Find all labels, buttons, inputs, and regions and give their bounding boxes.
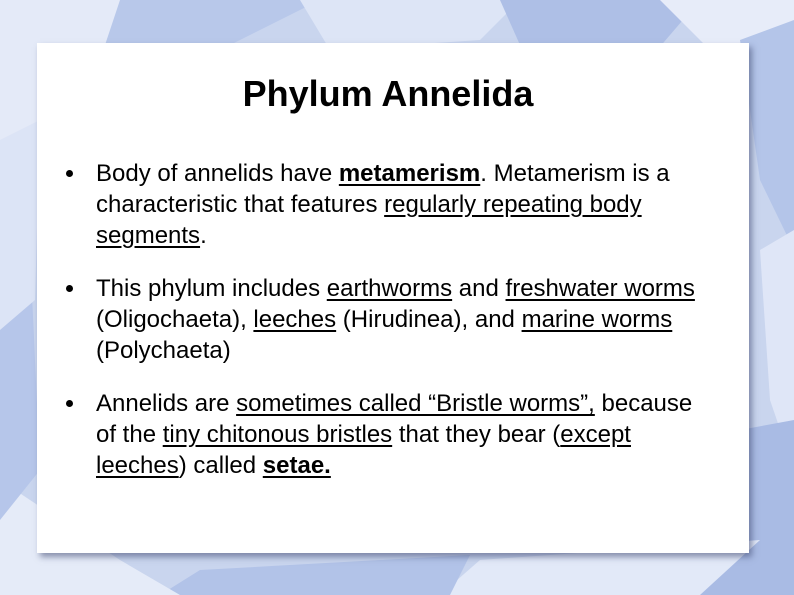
bullet-item xyxy=(66,158,706,251)
bullet-item xyxy=(66,388,706,481)
underlined-term: except leeches xyxy=(96,421,631,479)
bullet-text: because of the xyxy=(96,390,693,448)
bullet-text: This phylum includes xyxy=(96,275,327,302)
underlined-term: setae. xyxy=(262,452,331,479)
bullet-dot-icon xyxy=(66,170,73,177)
underlined-term: regularly repeating body segments xyxy=(96,191,642,249)
bullet-text: Body of annelids have xyxy=(96,160,339,187)
slide-title: Phylum Annelida xyxy=(242,73,534,114)
bullet-text: and xyxy=(452,275,506,302)
bullet-text: Annelids are xyxy=(96,390,237,417)
bullet-list xyxy=(66,158,706,503)
bullet-text: (Oligochaeta), xyxy=(96,306,254,333)
underlined-term: leeches xyxy=(253,306,337,333)
bullet-text: (Polychaeta) xyxy=(96,337,231,364)
underlined-term: tiny chitonous bristles xyxy=(162,421,393,448)
bullet-dot-icon xyxy=(66,400,73,407)
bullet-item xyxy=(66,273,706,366)
underlined-term: metamerism xyxy=(338,160,481,187)
bullet-dot-icon xyxy=(66,285,73,292)
underlined-term: marine worms xyxy=(521,306,673,333)
bullet-text: . Metamerism is a characteristic that features xyxy=(96,160,670,218)
bullet-text: (Hirudinea), and xyxy=(336,306,522,333)
underlined-term: earthworms xyxy=(326,275,453,302)
bullet-text: . xyxy=(200,222,207,249)
underlined-term: sometimes called “Bristle worms”, xyxy=(236,390,595,417)
underlined-term: freshwater worms xyxy=(505,275,695,302)
bullet-text: that they bear ( xyxy=(392,421,561,448)
bullet-text: ) called xyxy=(178,452,263,479)
